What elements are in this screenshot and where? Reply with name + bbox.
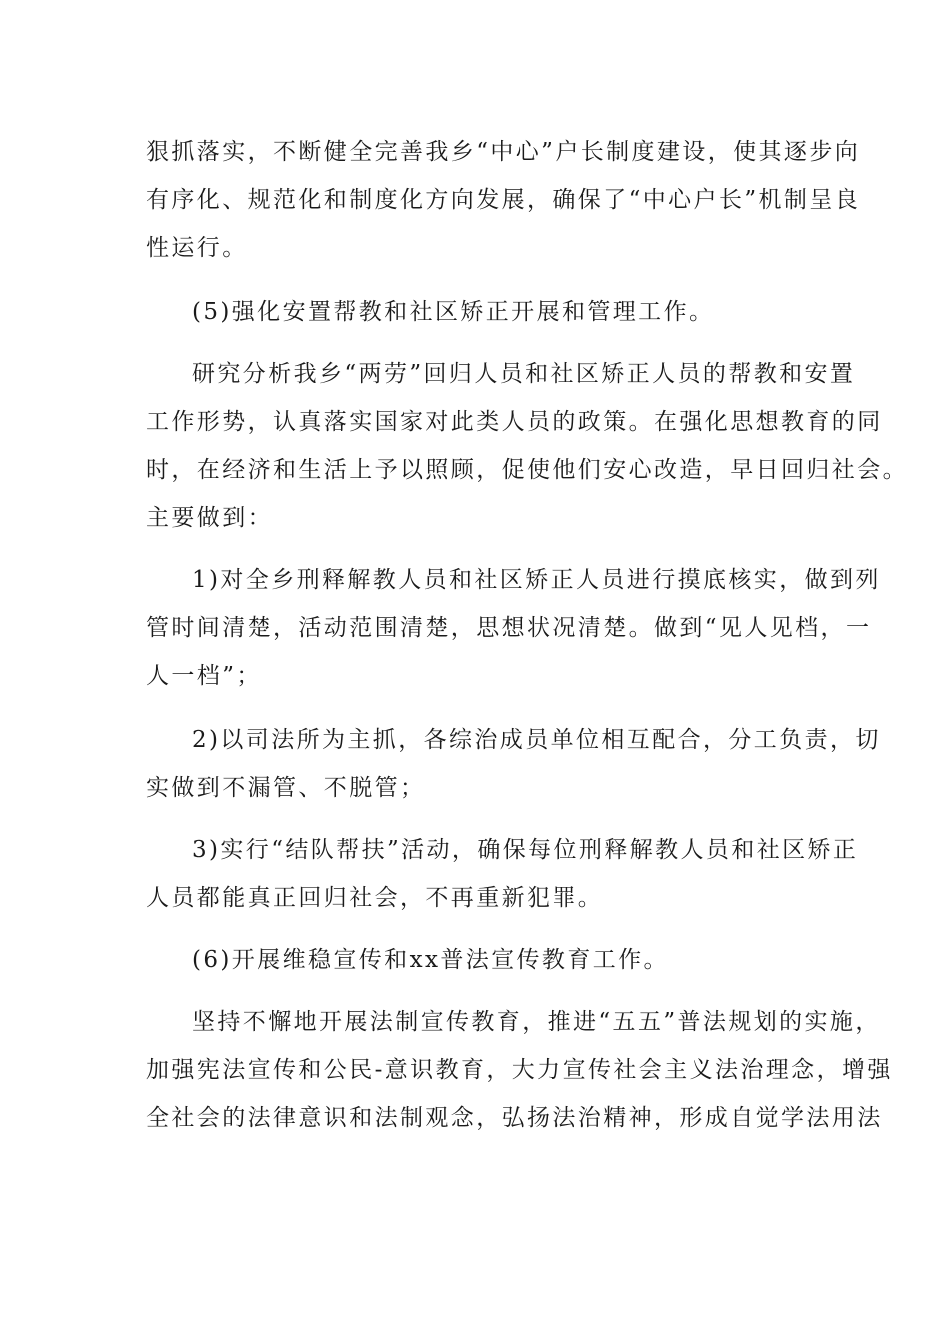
list-item-line: 实做到不漏管、不脱管； bbox=[146, 775, 426, 801]
list-item-line: 人员都能真正回归社会，不再重新犯罪。 bbox=[146, 885, 604, 911]
paragraph-line: 全社会的法律意识和法制观念，弘扬法治精神，形成自觉学法用法 bbox=[146, 1105, 883, 1131]
list-item-line: 管时间清楚，活动范围清楚，思想状况清楚。做到“见人见档，一 bbox=[146, 615, 872, 641]
paragraph-line: 主要做到： bbox=[146, 505, 273, 531]
list-item-line: 3)实行“结队帮扶”活动，确保每位刑释解教人员和社区矫正 bbox=[192, 837, 859, 863]
paragraph-line: 研究分析我乡“两劳”回归人员和社区矫正人员的帮教和安置 bbox=[192, 361, 856, 387]
list-item-line: 人一档”； bbox=[146, 663, 262, 689]
list-item-line: 2)以司法所为主抓，各综治成员单位相互配合，分工负责，切 bbox=[192, 727, 881, 753]
paragraph-line: 坚持不懈地开展法制宣传教育，推进“五五”普法规划的实施， bbox=[192, 1009, 881, 1035]
section-heading: (5)强化安置帮教和社区矫正开展和管理工作。 bbox=[192, 299, 715, 325]
paragraph-line: 有序化、规范化和制度化方向发展，确保了“中心户长”机制呈良 bbox=[146, 187, 861, 213]
paragraph-line: 加强宪法宣传和公民-意识教育，大力宣传社会主义法治理念，增强 bbox=[146, 1057, 893, 1083]
list-item-line: 1)对全乡刑释解教人员和社区矫正人员进行摸底核实，做到列 bbox=[192, 567, 881, 593]
paragraph-line: 狠抓落实，不断健全完善我乡“中心”户长制度建设，使其逐步向 bbox=[146, 139, 861, 165]
paragraph-line: 工作形势，认真落实国家对此类人员的政策。在强化思想教育的同 bbox=[146, 409, 883, 435]
paragraph-line: 时，在经济和生活上予以照顾，促使他们安心改造，早日回归社会。 bbox=[146, 457, 908, 483]
paragraph-line: 性运行。 bbox=[146, 235, 248, 261]
section-heading: (6)开展维稳宣传和xx普法宣传教育工作。 bbox=[192, 947, 669, 973]
